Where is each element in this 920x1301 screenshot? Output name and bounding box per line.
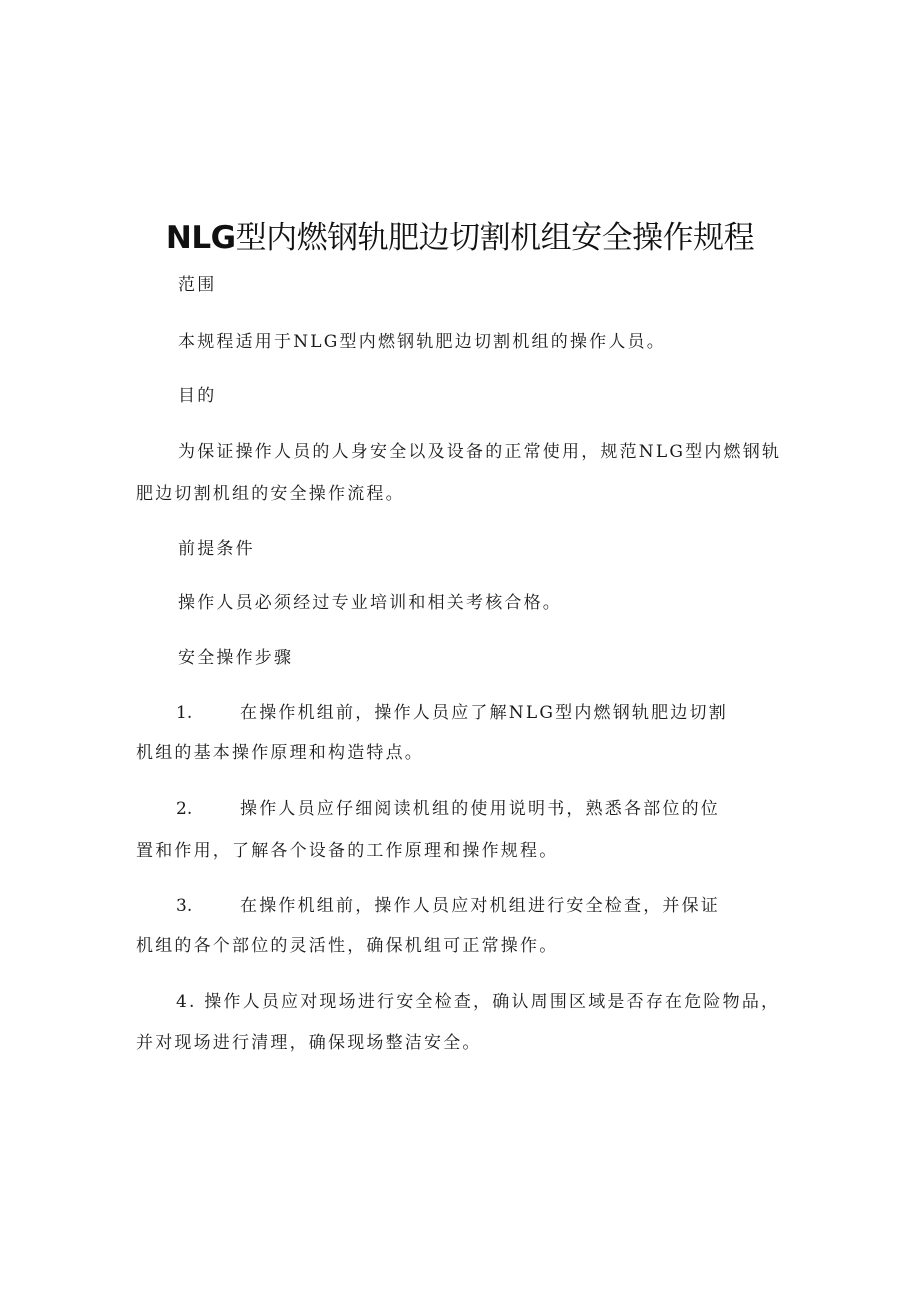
step-4-line1: 4. 操作人员应对现场进行安全检查，确认周围区域是否存在危险物品， xyxy=(176,992,781,1012)
step-2-line2: 置和作用，了解各个设备的工作原理和操作规程。 xyxy=(136,841,559,861)
scope-text: 本规程适用于NLG型内燃钢轨肥边切割机组的操作人员。 xyxy=(178,332,666,352)
step-2-line1: 操作人员应仔细阅读机组的使用说明书，熟悉各部位的位 xyxy=(240,799,720,819)
purpose-text-line1: 为保证操作人员的人身安全以及设备的正常使用，规范NLG型内燃钢轨 xyxy=(178,442,782,462)
prereq-text: 操作人员必须经过专业培训和相关考核合格。 xyxy=(178,593,562,613)
prereq-heading: 前提条件 xyxy=(178,539,255,559)
step-3-number: 3. xyxy=(176,896,193,916)
steps-heading: 安全操作步骤 xyxy=(178,648,294,668)
step-4-line2: 并对现场进行清理，确保现场整洁安全。 xyxy=(136,1033,482,1053)
scope-heading: 范围 xyxy=(178,275,217,295)
purpose-text-line2: 肥边切割机组的安全操作流程。 xyxy=(136,484,405,504)
step-2-number: 2. xyxy=(176,799,193,819)
step-3-line1: 在操作机组前，操作人员应对机组进行安全检查，并保证 xyxy=(240,896,720,916)
title-latin: NLG xyxy=(165,220,236,256)
title-cjk: 型内燃钢轨肥边切割机组安全操作规程 xyxy=(235,220,755,256)
purpose-heading: 目的 xyxy=(178,386,217,406)
document-title xyxy=(0,212,920,257)
step-1-line1: 在操作机组前，操作人员应了解NLG型内燃钢轨肥边切割 xyxy=(240,703,728,723)
step-1-number: 1. xyxy=(176,703,193,723)
step-3-line2: 机组的各个部位的灵活性，确保机组可正常操作。 xyxy=(136,936,559,956)
step-1-line2: 机组的基本操作原理和构造特点。 xyxy=(136,743,424,763)
